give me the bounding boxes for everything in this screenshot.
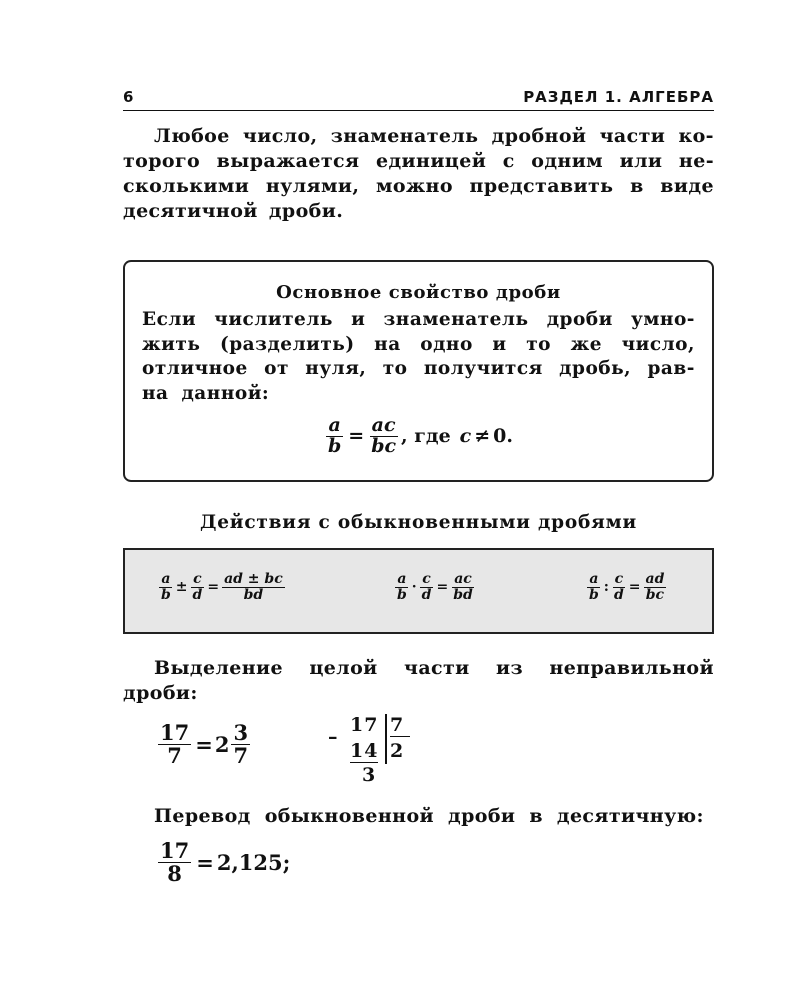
actions-heading: Действия с обыкновенными дробями — [199, 512, 637, 533]
numerator: ac — [371, 414, 396, 436]
word: дробной — [491, 125, 587, 147]
rule-line — [142, 357, 695, 382]
denominator: 8 — [167, 861, 182, 887]
word: сколькими — [123, 175, 250, 197]
denominator: b — [397, 586, 407, 603]
numerator: c — [614, 571, 624, 587]
numerator: c — [422, 571, 431, 587]
rule-line — [142, 333, 695, 358]
plus-minus-sign: ± — [175, 579, 188, 596]
denominator: 7 — [233, 743, 249, 769]
word: или — [619, 150, 663, 172]
denominator: bc — [371, 434, 397, 457]
word: то — [382, 358, 408, 379]
denominator: d — [421, 586, 432, 603]
word: не- — [678, 150, 714, 172]
denominator: d — [613, 586, 624, 603]
denominator: b — [161, 586, 171, 603]
word: от — [264, 358, 289, 379]
word: число, — [242, 125, 318, 147]
word: в — [529, 805, 543, 827]
word: обыкновенной — [264, 805, 435, 827]
not-equal-sign: ≠ — [474, 425, 491, 448]
page-number: 6 — [123, 88, 135, 106]
word: целой — [309, 657, 378, 679]
equals-sign: = — [348, 425, 365, 448]
word: жить — [142, 333, 201, 355]
denominator: b — [327, 434, 342, 457]
fraction — [587, 572, 601, 602]
whole-part-line — [123, 656, 714, 681]
numerator: ad ± bc — [224, 571, 283, 587]
word: и — [351, 309, 366, 330]
condition-variable: c — [459, 425, 472, 448]
fraction — [222, 572, 285, 602]
word: нулями, — [265, 175, 360, 197]
word: дроби — [448, 805, 516, 827]
fraction — [420, 572, 434, 602]
word: можно — [375, 175, 453, 197]
fraction-ac-bc — [369, 416, 398, 457]
word: умно- — [631, 309, 695, 330]
word: то — [526, 333, 551, 355]
word: знаменатель — [330, 125, 479, 147]
fraction-17-8 — [158, 840, 191, 885]
fraction-property-formula — [125, 414, 712, 457]
denominator: d — [192, 586, 203, 603]
word: из — [496, 657, 524, 679]
equals-sign: = — [207, 579, 220, 596]
word: торого — [123, 150, 201, 172]
intro-line-last: десятичной дроби. — [123, 200, 344, 222]
word: Перевод — [154, 805, 251, 827]
word: десятичную: — [556, 805, 704, 827]
product: 14 — [350, 740, 379, 762]
denominator: bd — [243, 586, 264, 603]
remainder: 3 — [362, 764, 377, 786]
intro-line — [123, 174, 714, 199]
word: одно — [420, 333, 473, 355]
word: Выделение — [154, 657, 284, 679]
equals-sign: = — [436, 579, 449, 596]
running-header — [123, 86, 714, 111]
multiplication-formula — [393, 572, 477, 602]
word: нуля, — [305, 358, 367, 379]
mixed-number-example — [156, 722, 252, 767]
quotient: 2 — [390, 740, 405, 762]
word: дробь, — [559, 358, 632, 379]
word: число, — [621, 333, 695, 355]
fraction — [395, 572, 409, 602]
word: выражается — [216, 150, 360, 172]
equals-sign: = — [628, 579, 641, 596]
numerator: c — [193, 571, 202, 587]
conversion-paragraph — [123, 804, 714, 829]
equals-sign: = — [196, 850, 214, 876]
multiply-sign: · — [411, 579, 417, 596]
numerator: a — [397, 571, 407, 587]
numerator: ad — [645, 571, 665, 587]
fraction — [612, 572, 626, 602]
improper-fraction — [158, 722, 191, 767]
fraction — [644, 572, 667, 602]
divide-sign: : — [603, 579, 609, 596]
whole-part-paragraph — [123, 656, 714, 706]
word: получится — [423, 358, 543, 379]
denominator: bc — [645, 586, 665, 603]
numerator: a — [589, 571, 599, 587]
rule-line-last: на данной: — [142, 382, 270, 404]
numerator: 17 — [160, 720, 190, 745]
equals-sign: = — [195, 732, 213, 758]
intro-line — [123, 124, 714, 149]
rule-line — [142, 308, 695, 333]
decimal-result: 2,125; — [216, 850, 291, 876]
section-title: РАЗДЕЛ 1. АЛГЕБРА — [523, 88, 714, 106]
word: неправильной — [549, 657, 714, 679]
word: части — [599, 125, 666, 147]
word: ко- — [678, 125, 714, 147]
word: Если — [142, 309, 197, 330]
numerator: a — [161, 571, 171, 587]
word: рав- — [647, 358, 695, 379]
word: отличное — [142, 358, 248, 379]
word: виде — [660, 175, 714, 197]
rule-text — [142, 308, 695, 406]
word: на — [374, 333, 401, 355]
word: единицей — [375, 150, 487, 172]
word: числитель — [214, 309, 333, 330]
word: дроби — [546, 309, 613, 330]
divisor: 7 — [390, 714, 410, 737]
addition-formula — [157, 572, 287, 602]
word: части — [404, 657, 470, 679]
word: Любое — [154, 125, 230, 147]
operations-box — [123, 548, 714, 634]
division-formula — [585, 572, 668, 602]
fraction — [159, 572, 173, 602]
division-bar — [385, 714, 387, 764]
rule-title: Основное свойство дроби — [276, 282, 561, 303]
word: знаменатель — [383, 309, 529, 330]
conversion-line — [123, 804, 704, 829]
long-division — [328, 714, 418, 789]
intro-paragraph — [123, 124, 714, 224]
word: (разделить) — [219, 333, 355, 355]
dividend: 17 — [350, 714, 379, 736]
fraction — [451, 572, 475, 602]
numerator: ac — [454, 571, 472, 587]
word: же — [570, 333, 603, 355]
whole-part: 2 — [214, 732, 230, 758]
condition-text: , где — [401, 425, 451, 448]
fraction — [191, 572, 205, 602]
denominator: 7 — [167, 743, 182, 769]
numerator: 17 — [160, 838, 190, 863]
word: в — [630, 175, 644, 197]
zero-value: 0. — [493, 425, 514, 448]
word: и — [492, 333, 507, 355]
denominator: b — [589, 586, 599, 603]
decimal-conversion-example — [156, 840, 290, 885]
rule-box — [123, 260, 714, 482]
word: с — [502, 150, 515, 172]
fraction-a-b — [326, 416, 343, 457]
word: одним — [531, 150, 604, 172]
denominator: bd — [453, 586, 473, 603]
minus-sign: – — [328, 726, 339, 748]
numerator: a — [328, 414, 341, 436]
whole-part-line-last: дроби: — [123, 682, 198, 704]
word: представить — [469, 175, 614, 197]
intro-line — [123, 149, 714, 174]
numerator: 3 — [233, 720, 249, 745]
proper-fraction — [231, 722, 250, 767]
